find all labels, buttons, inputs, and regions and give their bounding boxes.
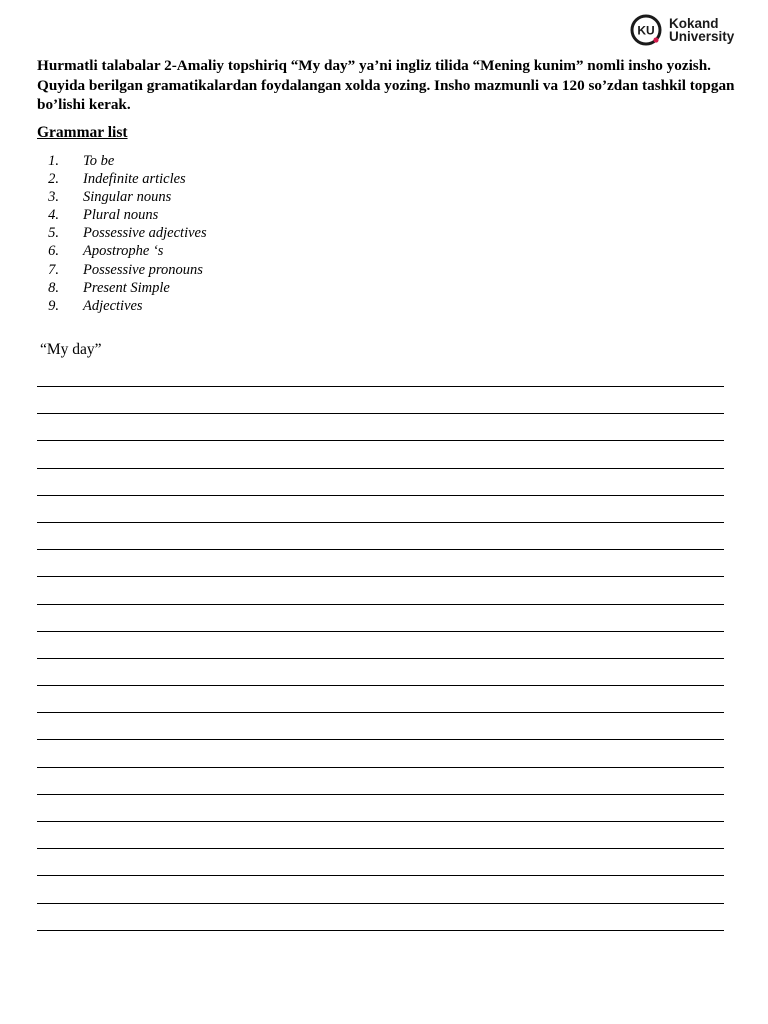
writing-line[interactable] xyxy=(37,495,724,496)
grammar-list-item xyxy=(37,188,207,206)
grammar-list-item xyxy=(37,224,207,242)
writing-line[interactable] xyxy=(37,658,724,659)
writing-line[interactable] xyxy=(37,413,724,414)
assignment-instructions: Hurmatli talabalar 2-Amaliy topshiriq “My day” ya’ni ingliz tilida “Mening kunim” nomli insho yozish. Quyida berilgan gramatikalardan foydalangan xolda yozing. Insho mazmunli va 120 so’zdan tashkil topgan bo’lishi kerak. xyxy=(37,57,735,113)
logo-line-kokand: Kokand xyxy=(669,16,719,31)
writing-line[interactable] xyxy=(37,875,724,876)
writing-line[interactable] xyxy=(37,712,724,713)
grammar-list-item xyxy=(37,170,207,188)
logo-wordmark xyxy=(669,17,734,43)
writing-line[interactable] xyxy=(37,685,724,686)
writing-line[interactable] xyxy=(37,468,724,469)
logo-mark-text: KU xyxy=(637,23,655,38)
grammar-list-item xyxy=(37,206,207,224)
grammar-item-number: 8. xyxy=(48,279,59,296)
grammar-list xyxy=(37,152,207,315)
grammar-item-label: Present Simple xyxy=(83,279,170,296)
writing-line[interactable] xyxy=(37,903,724,904)
grammar-item-label: Possessive pronouns xyxy=(83,261,203,278)
grammar-item-label: Adjectives xyxy=(83,297,143,314)
grammar-list-item xyxy=(37,279,207,297)
grammar-item-number: 7. xyxy=(48,261,59,278)
grammar-item-number: 1. xyxy=(48,153,59,169)
writing-line[interactable] xyxy=(37,549,724,550)
grammar-item-number: 3. xyxy=(48,189,59,206)
grammar-item-label: Plural nouns xyxy=(83,207,159,224)
writing-line[interactable] xyxy=(37,739,724,740)
grammar-item-number: 5. xyxy=(48,225,59,242)
grammar-item-number: 9. xyxy=(48,297,59,314)
logo-line-university: University xyxy=(669,29,735,44)
grammar-item-number: 6. xyxy=(48,243,59,260)
grammar-list-item xyxy=(37,242,207,260)
grammar-item-label: Possessive adjectives xyxy=(83,225,207,242)
writing-area[interactable] xyxy=(37,386,724,957)
writing-line[interactable] xyxy=(37,794,724,795)
writing-line[interactable] xyxy=(37,386,724,387)
writing-line[interactable] xyxy=(37,576,724,577)
writing-line[interactable] xyxy=(37,767,724,768)
grammar-list-item xyxy=(37,152,207,170)
grammar-item-label: Indefinite articles xyxy=(83,171,186,188)
grammar-item-label: Singular nouns xyxy=(83,189,172,206)
writing-line[interactable] xyxy=(37,440,724,441)
grammar-list-heading: Grammar list xyxy=(37,124,128,141)
grammar-list-item xyxy=(37,297,207,315)
writing-line[interactable] xyxy=(37,848,724,849)
writing-line[interactable] xyxy=(37,930,724,931)
writing-line[interactable] xyxy=(37,821,724,822)
grammar-item-label: Apostrophe ‘s xyxy=(83,243,164,260)
essay-title: “My day” xyxy=(40,341,102,358)
grammar-item-label: To be xyxy=(83,153,115,169)
writing-line[interactable] xyxy=(37,522,724,523)
writing-line[interactable] xyxy=(37,631,724,632)
grammar-item-number: 4. xyxy=(48,207,59,224)
grammar-list-item xyxy=(37,261,207,279)
grammar-item-number: 2. xyxy=(48,171,59,188)
writing-line[interactable] xyxy=(37,604,724,605)
ku-logo-icon xyxy=(630,14,662,46)
kokand-university-logo xyxy=(630,14,734,46)
